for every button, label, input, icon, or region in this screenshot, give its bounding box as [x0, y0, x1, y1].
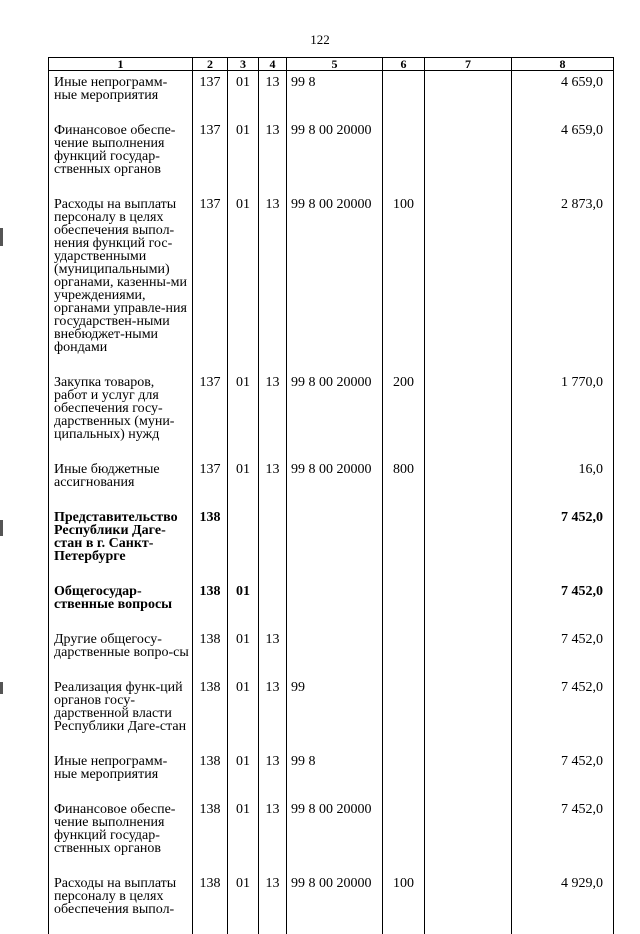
section-code: 01	[228, 372, 259, 459]
amount: 7 452,0	[512, 751, 614, 799]
section-code: 01	[228, 194, 259, 372]
item-name: Другие общегосу-дарственные вопро-сы	[49, 629, 193, 677]
table-row	[49, 507, 614, 581]
section-code: 01	[228, 799, 259, 873]
target-article-code: 99 8 00 20000	[287, 120, 383, 194]
expense-type-code	[383, 507, 425, 581]
column-7-value	[425, 873, 512, 934]
expense-type-code: 100	[383, 873, 425, 934]
item-name: Расходы на выплаты персоналу в целях обеспечения выпол-нения функций гос-ударственными (муниципальными) органами, казенны-ми учреждениями, органами управле-ния государствен-ными внебюджет-ными фондами	[49, 194, 193, 372]
chapter-code: 137	[193, 194, 228, 372]
table-row	[49, 677, 614, 751]
item-name: Закупка товаров, работ и услуг для обеспечения госу-дарственных (муни-ципальных) нужд	[49, 372, 193, 459]
amount: 7 452,0	[512, 507, 614, 581]
subsection-code	[259, 507, 287, 581]
amount: 7 452,0	[512, 677, 614, 751]
expense-type-code	[383, 120, 425, 194]
item-name: Иные бюджетные ассигнования	[49, 459, 193, 507]
expense-type-code: 800	[383, 459, 425, 507]
section-code: 01	[228, 120, 259, 194]
subsection-code: 13	[259, 629, 287, 677]
column-header: 2	[193, 58, 228, 71]
target-article-code	[287, 581, 383, 629]
binding-mark	[0, 228, 3, 246]
budget-table	[48, 57, 614, 934]
item-name: Представительство Республики Даге-стан в г. Санкт-Петербурге	[49, 507, 193, 581]
expense-type-code	[383, 581, 425, 629]
item-name: Иные непрограмм-ные мероприятия	[49, 71, 193, 121]
subsection-code: 13	[259, 71, 287, 121]
amount: 7 452,0	[512, 581, 614, 629]
expense-type-code: 100	[383, 194, 425, 372]
amount: 4 929,0	[512, 873, 614, 934]
page-number: 122	[310, 32, 330, 47]
chapter-code: 138	[193, 677, 228, 751]
amount: 2 873,0	[512, 194, 614, 372]
target-article-code: 99 8 00 20000	[287, 459, 383, 507]
binding-mark	[0, 682, 3, 694]
chapter-code: 137	[193, 372, 228, 459]
table-row	[49, 873, 614, 934]
expense-type-code	[383, 751, 425, 799]
target-article-code: 99	[287, 677, 383, 751]
table-row	[49, 799, 614, 873]
column-7-value	[425, 459, 512, 507]
target-article-code	[287, 629, 383, 677]
binding-mark	[0, 520, 3, 536]
item-name: Финансовое обеспе-чение выполнения функций государ-ственных органов	[49, 799, 193, 873]
item-name: Финансовое обеспе-чение выполнения функций государ-ственных органов	[49, 120, 193, 194]
chapter-code: 137	[193, 459, 228, 507]
column-header: 5	[287, 58, 383, 71]
subsection-code: 13	[259, 677, 287, 751]
amount: 4 659,0	[512, 120, 614, 194]
amount: 7 452,0	[512, 799, 614, 873]
table-row	[49, 581, 614, 629]
table-row	[49, 194, 614, 372]
amount: 1 770,0	[512, 372, 614, 459]
expense-type-code: 200	[383, 372, 425, 459]
table-row	[49, 751, 614, 799]
column-7-value	[425, 581, 512, 629]
section-code: 01	[228, 581, 259, 629]
chapter-code: 138	[193, 873, 228, 934]
section-code: 01	[228, 71, 259, 121]
column-7-value	[425, 372, 512, 459]
chapter-code: 138	[193, 507, 228, 581]
section-code	[228, 507, 259, 581]
chapter-code: 138	[193, 629, 228, 677]
expense-type-code	[383, 799, 425, 873]
column-7-value	[425, 507, 512, 581]
column-header: 3	[228, 58, 259, 71]
subsection-code: 13	[259, 372, 287, 459]
subsection-code	[259, 581, 287, 629]
column-7-value	[425, 120, 512, 194]
table-row	[49, 71, 614, 121]
chapter-code: 138	[193, 751, 228, 799]
column-7-value	[425, 194, 512, 372]
section-code: 01	[228, 751, 259, 799]
column-header: 6	[383, 58, 425, 71]
header-row	[49, 58, 614, 71]
subsection-code: 13	[259, 751, 287, 799]
section-code: 01	[228, 459, 259, 507]
subsection-code: 13	[259, 459, 287, 507]
chapter-code: 138	[193, 799, 228, 873]
chapter-code: 137	[193, 71, 228, 121]
column-7-value	[425, 751, 512, 799]
column-header: 4	[259, 58, 287, 71]
table-row	[49, 120, 614, 194]
subsection-code: 13	[259, 799, 287, 873]
amount: 4 659,0	[512, 71, 614, 121]
table-row	[49, 459, 614, 507]
amount: 16,0	[512, 459, 614, 507]
target-article-code	[287, 507, 383, 581]
column-7-value	[425, 677, 512, 751]
target-article-code: 99 8	[287, 751, 383, 799]
amount: 7 452,0	[512, 629, 614, 677]
section-code: 01	[228, 873, 259, 934]
item-name: Общегосудар-ственные вопросы	[49, 581, 193, 629]
target-article-code: 99 8 00 20000	[287, 372, 383, 459]
column-header: 7	[425, 58, 512, 71]
subsection-code: 13	[259, 120, 287, 194]
item-name: Иные непрограмм-ные мероприятия	[49, 751, 193, 799]
target-article-code: 99 8 00 20000	[287, 873, 383, 934]
target-article-code: 99 8 00 20000	[287, 194, 383, 372]
column-7-value	[425, 71, 512, 121]
chapter-code: 138	[193, 581, 228, 629]
column-7-value	[425, 799, 512, 873]
target-article-code: 99 8	[287, 71, 383, 121]
column-7-value	[425, 629, 512, 677]
section-code: 01	[228, 677, 259, 751]
column-header: 8	[512, 58, 614, 71]
expense-type-code	[383, 677, 425, 751]
item-name: Реализация функ-ций органов госу-дарственной власти Республики Даге-стан	[49, 677, 193, 751]
target-article-code: 99 8 00 20000	[287, 799, 383, 873]
table-row	[49, 629, 614, 677]
chapter-code: 137	[193, 120, 228, 194]
subsection-code: 13	[259, 194, 287, 372]
item-name: Расходы на выплаты персоналу в целях обеспечения выпол-	[49, 873, 193, 934]
expense-type-code	[383, 71, 425, 121]
expense-type-code	[383, 629, 425, 677]
subsection-code: 13	[259, 873, 287, 934]
section-code: 01	[228, 629, 259, 677]
column-header: 1	[49, 58, 193, 71]
table-row	[49, 372, 614, 459]
